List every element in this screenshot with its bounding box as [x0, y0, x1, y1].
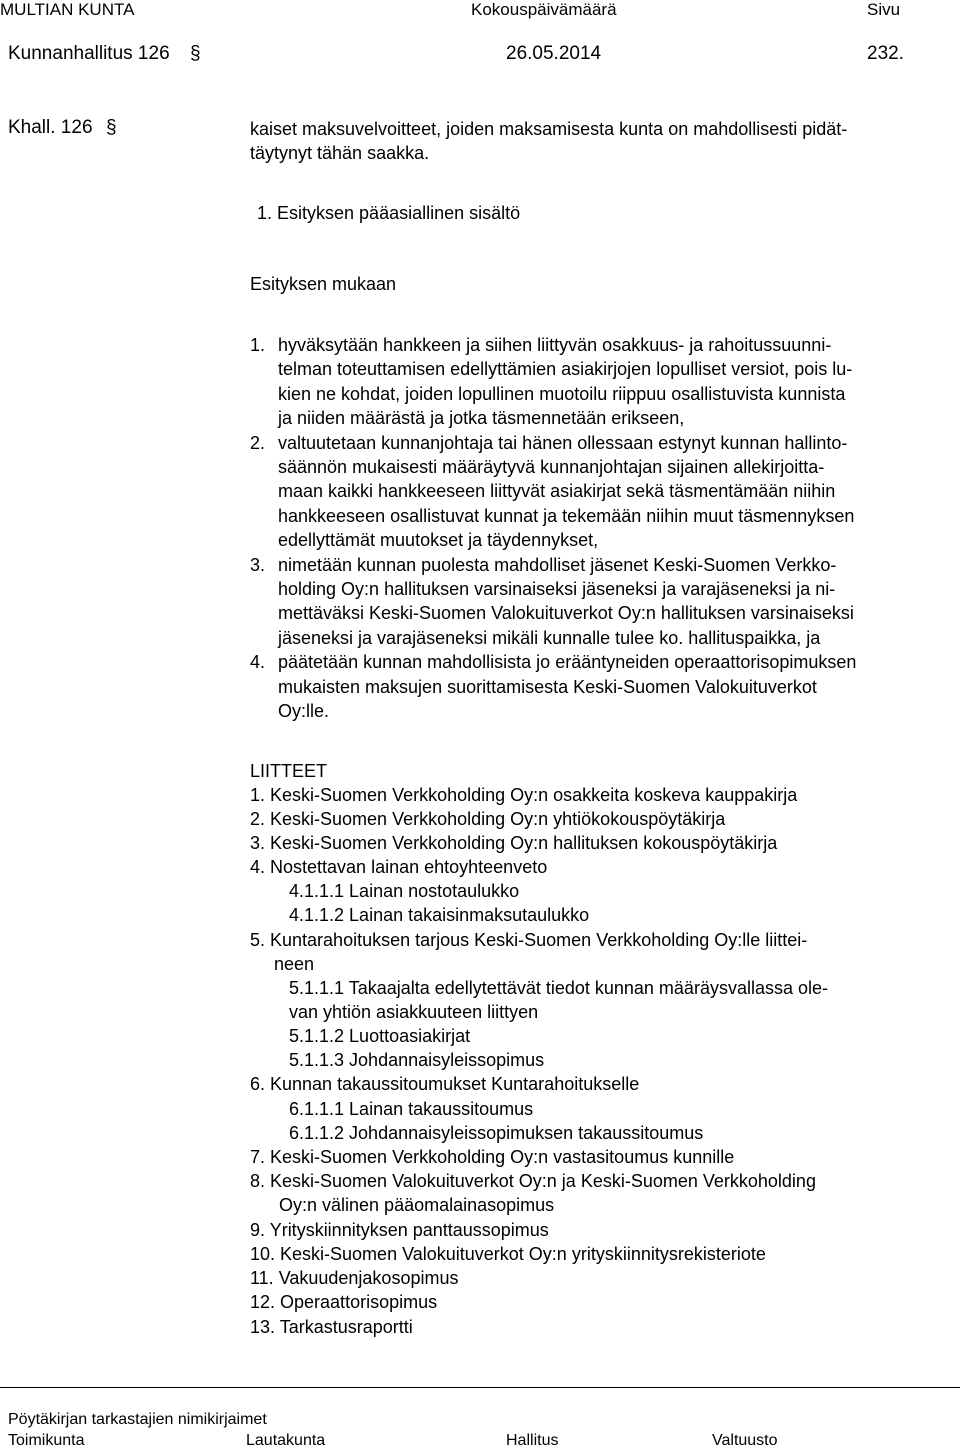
proposal-line: Oy:lle. [278, 701, 330, 721]
attachment-subitem: 5.1.1.2 Luottoasiakirjat [289, 1026, 471, 1046]
footer-divider [0, 1387, 960, 1388]
proposal-line: säännön mukaisesti määräytyvä kunnanjohtajan sijainen allekirjoitta- [278, 457, 825, 477]
proposal-number: 4. [250, 652, 266, 673]
footer-col-valtuusto: Valtuusto [712, 1432, 778, 1449]
intro-line-1: kaiset maksuvelvoitteet, joiden maksamisesta kunta on mahdollisesti pidät- [250, 119, 848, 139]
proposal-line: mettäväksi Keski-Suomen Valokuituverkot Oy:n hallituksen varsinaiseksi [278, 603, 854, 624]
proposal-number: 3. [250, 554, 266, 575]
footer-col-toimikunta: Toimikunta [8, 1432, 85, 1449]
proposal-line: telman toteuttamisen edellyttämien asiakirjojen lopulliset versiot, pois lu- [278, 359, 853, 380]
attachment-item: 9. Yrityskiinnityksen panttaussopimus [250, 1220, 549, 1240]
proposal-line: valtuutetaan kunnanjohtaja tai hänen ollessaan estynyt kunnan hallinto- [278, 432, 848, 453]
attachment-subitem: 4.1.1.2 Lainan takaisinmaksutaulukko [289, 905, 590, 925]
section-subheading: Esityksen mukaan [250, 274, 397, 294]
attachments-title: LIITTEET [250, 761, 328, 781]
proposal-line: mukaisten maksujen suorittamisesta Keski-Suomen Valokuituverkot [278, 676, 817, 697]
attachment-item: 13. Tarkastusraportti [250, 1317, 413, 1337]
header-date: 26.05.2014 [506, 43, 602, 64]
attachment-item: 6. Kunnan takaussitoumukset Kuntarahoitukselle [250, 1074, 640, 1094]
proposal-line: kien ne kohdat, joiden lopullinen muotoilu riippuu osallistuvista kunnista [278, 383, 846, 404]
attachment-item: 10. Keski-Suomen Valokuituverkot Oy:n yrityskiinnitysrekisteriote [250, 1244, 766, 1264]
footer-signatures: Pöytäkirjan tarkastajien nimikirjaimet [8, 1411, 267, 1428]
proposal-number: 1. [250, 335, 266, 355]
proposal-line: maan kaikki hankkeeseen liittyvät asiakirjat sekä täsmentämään niihin [278, 481, 836, 502]
proposal-line: holding Oy:n hallituksen varsinaiseksi jäseneksi ja varajäseneksi ja ni- [278, 579, 836, 599]
attachment-subitem-continuation: van yhtiön asiakkuuteen liittyen [289, 1002, 539, 1022]
attachment-item: 2. Keski-Suomen Verkkoholding Oy:n yhtiökokouspöytäkirja [250, 809, 726, 829]
section-heading: 1. Esityksen pääasiallinen sisältö [257, 203, 521, 223]
attachment-item: 12. Operaattorisopimus [250, 1292, 438, 1312]
proposal-line: edellyttämät muutokset ja täydennykset, [278, 530, 599, 551]
attachment-subitem: 5.1.1.1 Takaajalta edellytettävät tiedot kunnan määräysvallassa ole- [289, 978, 828, 998]
intro-line-2: täytynyt tähän saakka. [250, 143, 430, 163]
attachment-subitem: 5.1.1.3 Johdannaisyleissopimus [289, 1050, 545, 1070]
attachment-item: 7. Keski-Suomen Verkkoholding Oy:n vastasitoumus kunnille [250, 1147, 735, 1167]
attachment-subitem: 6.1.1.2 Johdannaisyleissopimuksen takaussitoumus [289, 1123, 704, 1143]
attachment-item: 8. Keski-Suomen Valokuituverkot Oy:n ja Keski-Suomen Verkkoholding [250, 1171, 816, 1191]
header-page-label: Sivu [867, 0, 901, 19]
section-mark: § [106, 117, 117, 138]
attachment-item: 1. Keski-Suomen Verkkoholding Oy:n osakkeita koskeva kauppakirja [250, 785, 798, 805]
attachment-item-continuation: neen [274, 954, 315, 974]
proposal-line: jäseneksi ja varajäseneksi mikäli kunnalle tulee ko. hallituspaikka, ja [278, 627, 821, 648]
attachment-item: 3. Keski-Suomen Verkkoholding Oy:n hallituksen kokouspöytäkirja [250, 833, 778, 853]
proposal-line: ja niiden määrästä ja jotka täsmennetään erikseen, [278, 408, 685, 429]
header-page: 232. [867, 43, 904, 64]
footer-col-hallitus: Hallitus [506, 1432, 559, 1449]
attachment-item: 4. Nostettavan lainan ehtoyhteenveto [250, 857, 548, 877]
proposal-line: päätetään kunnan mahdollisista jo erääntyneiden operaattorisopimuksen [278, 652, 857, 673]
proposal-line: hankkeeseen osallistuvat kunnat ja tekemään niihin muut täsmennyksen [278, 505, 855, 526]
proposal-line: hyväksytään hankkeen ja siihen liittyvän osakkuus- ja rahoitussuunni- [278, 335, 832, 355]
proposal-number: 2. [250, 432, 266, 453]
section-ref: Khall. 126 [8, 117, 93, 138]
attachment-item-continuation: Oy:n välinen pääomalainasopimus [279, 1195, 555, 1215]
header-body: Kunnanhallitus 126 [8, 43, 170, 64]
proposal-line: nimetään kunnan puolesta mahdolliset jäsenet Keski-Suomen Verkko- [278, 554, 837, 575]
header-org: MULTIAN KUNTA [0, 0, 135, 19]
attachment-subitem: 4.1.1.1 Lainan nostotaulukko [289, 881, 520, 901]
attachment-item: 5. Kuntarahoituksen tarjous Keski-Suomen Verkkoholding Oy:lle liittei- [250, 930, 808, 950]
header-section-mark: § [190, 43, 201, 64]
footer-col-lautakunta: Lautakunta [246, 1432, 326, 1449]
header-date-label: Kokouspäivämäärä [471, 0, 617, 19]
attachment-subitem: 6.1.1.1 Lainan takaussitoumus [289, 1099, 534, 1119]
attachment-item: 11. Vakuudenjakosopimus [250, 1268, 459, 1288]
